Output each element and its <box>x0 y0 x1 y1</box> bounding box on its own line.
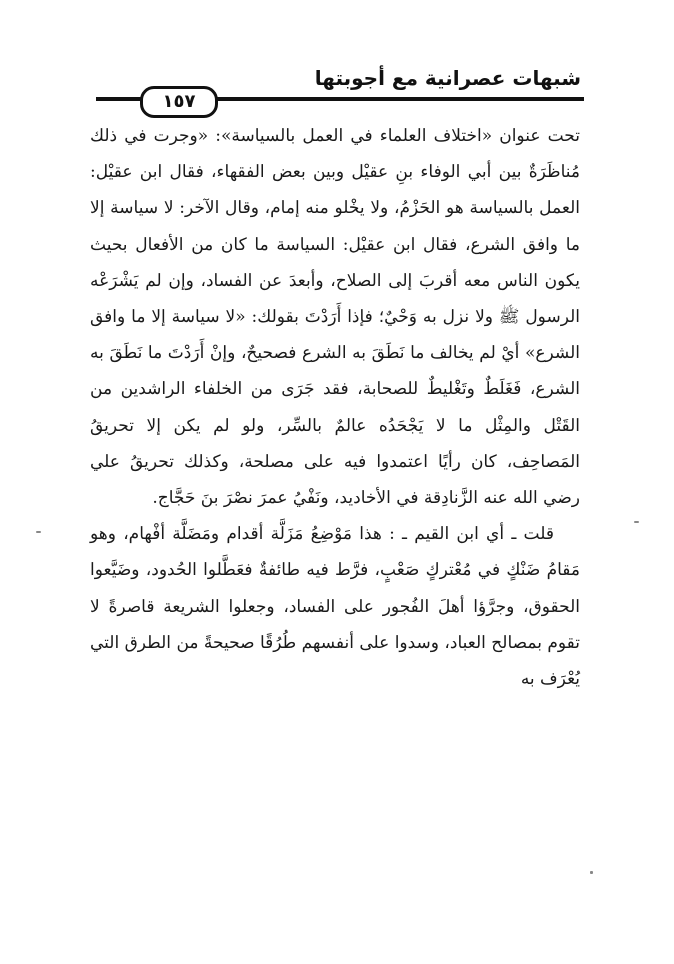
page-number: ١٥٧ <box>162 91 196 112</box>
running-title: شبهات عصرانية مع أجوبتها <box>314 66 581 90</box>
scan-speck <box>36 531 41 533</box>
paragraph-quote: تحت عنوان «اختلاف العلماء في العمل بالسياسة»: «وجرت في ذلك مُناظَرَةٌ بين أبي الوفاء بنِ عقيْل وبين بعض الفقهاء، فقال ابن عقيْل: العمل بالسياسة هو الحَزْمُ، ولا يخْلو منه إمام، وقال الآخر: لا سياسة إلا ما وافق الشرع، فقال ابن عقيْل: السياسة ما كان من الأفعال بحيث يكون الناس معه أقربَ إلى الصلاح، وأبعدَ عن الفساد، وإن لم يَشْرَعْه الرسول ﷺ ولا نزل به وَحْيٌ؛ فإذا أَرَدْتَ بقولك: «لا سياسة إلا ما وافق الشرع» أيْ لم يخالف ما نَطَقَ به الشرع فصحيحٌ، وإنْ أَرَدْتَ ما نَطَقَ به الشرع، فَغَلَطٌ وتَغْليطٌ للصحابة، فقد جَرَى من الخلفاء الراشدين من القَتْل والمِثْل ما لا يَجْحَدُه عالمٌ بالسِّر، ولو لم يكن إلا تحريقُ المَصاحِف، كان رأيًا اعتمدوا فيه على مصلحة، وكذلك تحريقُ علي رضي الله عنه الزَّنادِقة في الأخاديد، ونَفْيُ عمرَ نصْرَ بنَ حَجَّاج. <box>90 126 580 509</box>
scan-speck <box>590 871 593 874</box>
scan-speck <box>634 521 639 523</box>
paragraph-commentary: قلت ـ أي ابن القيم ـ : هذا مَوْضِعُ مَزَلَّة أقدام ومَضَلَّة أفْهام، وهو مَقامُ ضَنْكٍ في مُعْتركٍ صَعْبٍ، فرَّط فيه طائفةٌ فعَطَّلوا الحُدود، وضَيَّعوا الحقوق، وجرَّؤا أهلَ الفُجور على الفساد، وجعلوا الشريعة قاصرةً لا تقوم بمصالح العباد، وسدوا على أنفسهم طُرُقًا صحيحةً من الطرق التي يُعْرَف به <box>90 524 580 690</box>
body-text <box>90 118 580 697</box>
page-number-badge <box>140 86 218 118</box>
